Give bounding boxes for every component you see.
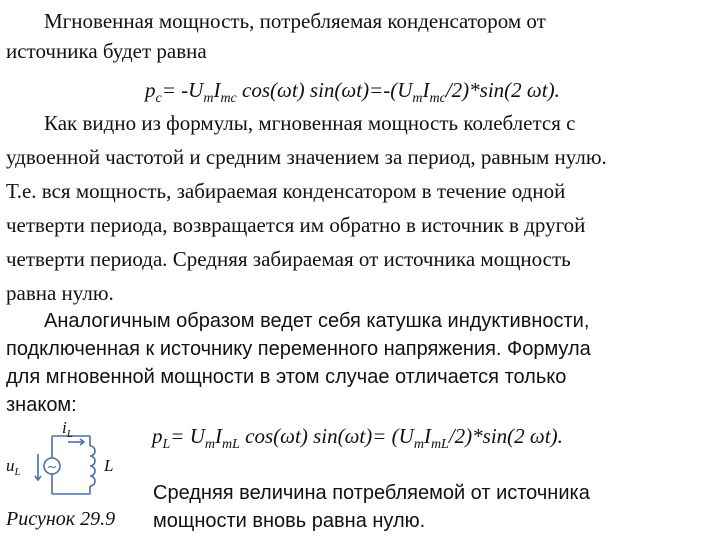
text-line: Т.е. вся мощность, забираемая конденсатором в течение одной [6,179,566,203]
figure-caption: Рисунок 29.9 [6,508,116,530]
text-line: удвоенной частотой и средним значением за период, равным нулю. [6,145,607,169]
text-line: для мгновенной мощности в этом случае отличается только [6,366,567,388]
text-line: четверти периода, возвращается им обратно в источник в другой [6,213,586,237]
inductor-coil [90,446,95,486]
formula-capacitor: $p_c= -U_mI_{mc}$ cos(ωt) $\sin(\omega t)=-(U_mI_{mc}/2)*\sin(2$ ωt). [145,78,560,106]
text-line: мощности вновь равна нулю. [153,510,426,532]
text-line: равна нулю. [6,281,114,305]
text-line: Как видно из формулы, мгновенная мощность колеблется с [44,111,576,135]
text-line: подключенная к источнику переменного напряжения. Формула [6,338,591,360]
text-line: знаком: [6,394,77,416]
current-label: $i_L$ [62,418,73,440]
inductor-circuit-figure [4,418,144,500]
formula-inductor: $p_L= U_mI_{mL}$ cos(ωt) $\sin(\omega t)= (U_mI_{mL}/2)*\sin(2$ ωt). [152,424,563,452]
circuit-diagram [4,418,144,500]
text-line: Аналогичным образом ведет себя катушка индуктивности, [44,310,590,332]
source-tilde: ~ [46,460,58,475]
text-line: Мгновенная мощность, потребляемая конденсатором от [44,9,546,33]
text-line: четверти периода. Средняя забираемая от источника мощность [6,247,571,271]
text-line: Средняя величина потребляемой от источника [153,482,590,504]
text-line: источника будет равна [6,39,207,63]
voltage-label: $u_L$ [6,456,21,478]
inductor-label: L [104,456,114,475]
